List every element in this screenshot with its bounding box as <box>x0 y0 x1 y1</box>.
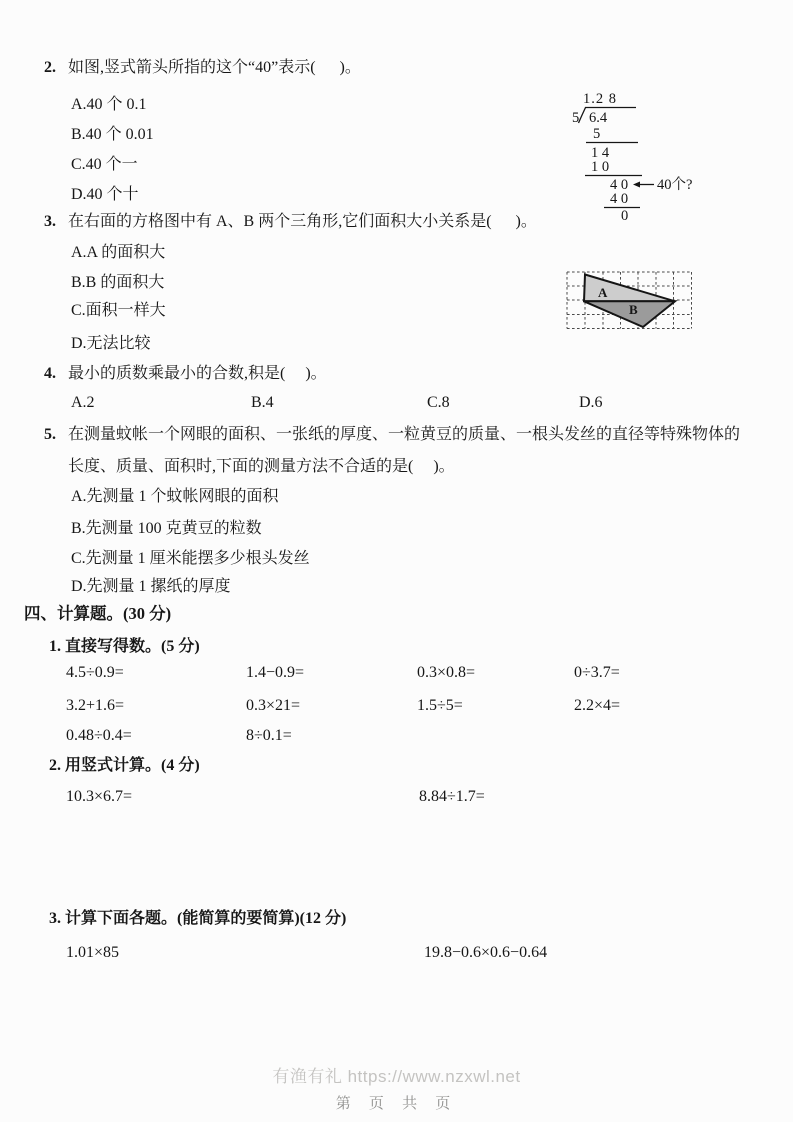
triangle-a-label: A <box>598 285 608 300</box>
option: A.2 <box>71 394 95 411</box>
calc-expression: 1.5÷5= <box>417 697 463 714</box>
calc-expression: 0÷3.7= <box>574 664 620 681</box>
option: C.40 个一 <box>71 156 138 173</box>
option: C.先测量 1 厘米能摆多少根头发丝 <box>71 550 310 567</box>
option: C.面积一样大 <box>71 302 166 319</box>
division-divisor: 5 <box>572 110 580 126</box>
calc-expression: 2.2×4= <box>574 697 621 714</box>
option: A.先测量 1 个蚊帐网眼的面积 <box>71 488 279 505</box>
option: A.A 的面积大 <box>71 244 166 261</box>
footer-site-link: 有渔有礼 https://www.nzxwl.net <box>272 1067 521 1086</box>
option: B.B 的面积大 <box>71 274 165 291</box>
calc-expression: 10.3×6.7= <box>66 788 133 805</box>
calc-expression: 3.2+1.6= <box>66 697 125 714</box>
division-remainder: 0 <box>621 208 629 224</box>
question-number: 5. <box>44 426 56 443</box>
division-step: 1 0 <box>591 159 610 175</box>
division-step: 4 0 <box>610 177 629 193</box>
question-number: 2. <box>44 59 56 76</box>
footer-page-label: 第 页 共 页 <box>335 1095 458 1112</box>
question-text: 在测量蚊帐一个网眼的面积、一张纸的厚度、一粒黄豆的质量、一根头发丝的直径等特殊物体的长度、质量、面积时,下面的测量方法不合适的是( )。 <box>68 426 741 475</box>
question-text: 在右面的方格图中有 A、B 两个三角形,它们面积大小关系是( )。 <box>68 213 537 230</box>
calc-expression: 8.84÷1.7= <box>419 788 485 805</box>
division-quotient: 1.2 8 <box>583 91 617 107</box>
division-step: 4 0 <box>610 191 629 207</box>
question-number: 4. <box>44 365 56 382</box>
section-4-title: 四、计算题。(30 分) <box>24 604 172 623</box>
calc-expression: 8÷0.1= <box>246 727 292 744</box>
option: B.40 个 0.01 <box>71 126 154 143</box>
calc-expression: 0.3×21= <box>246 697 301 714</box>
calc-expression: 1.01×85 <box>66 944 120 961</box>
calc-expression: 19.8−0.6×0.6−0.64 <box>424 944 548 961</box>
calc-expression: 0.3×0.8= <box>417 664 476 681</box>
calc-simplify-title: 3. 计算下面各题。(能简算的要简算)(12 分) <box>49 910 347 927</box>
calc-vertical-title: 2. 用竖式计算。(4 分) <box>49 757 200 774</box>
calc-expression: 4.5÷0.9= <box>66 664 124 681</box>
question-text: 如图,竖式箭头所指的这个“40”表示( )。 <box>68 59 361 76</box>
option: B.先测量 100 克黄豆的粒数 <box>71 520 262 537</box>
option: B.4 <box>251 394 274 411</box>
calc-expression: 1.4−0.9= <box>246 664 305 681</box>
calc-expression: 0.48÷0.4= <box>66 727 132 744</box>
option: C.8 <box>427 394 450 411</box>
option: D.先测量 1 摞纸的厚度 <box>71 578 231 595</box>
division-step: 1 4 <box>591 145 610 161</box>
triangle-b-label: B <box>629 302 638 317</box>
division-arrow-label: 40个? <box>657 177 693 193</box>
triangle-grid-figure <box>565 268 697 338</box>
question-number: 3. <box>44 213 56 230</box>
division-arrowhead <box>633 182 640 188</box>
option: A.40 个 0.1 <box>71 96 147 113</box>
division-bracket <box>579 108 586 124</box>
calc-direct-title: 1. 直接写得数。(5 分) <box>49 638 200 655</box>
option: D.无法比较 <box>71 335 151 352</box>
option: D.6 <box>579 394 603 411</box>
division-step: 5 <box>593 126 601 142</box>
long-division-figure <box>570 86 710 224</box>
division-dividend: 6.4 <box>589 110 608 126</box>
question-text: 最小的质数乘最小的合数,积是( )。 <box>68 365 327 382</box>
option: D.40 个十 <box>71 186 139 203</box>
